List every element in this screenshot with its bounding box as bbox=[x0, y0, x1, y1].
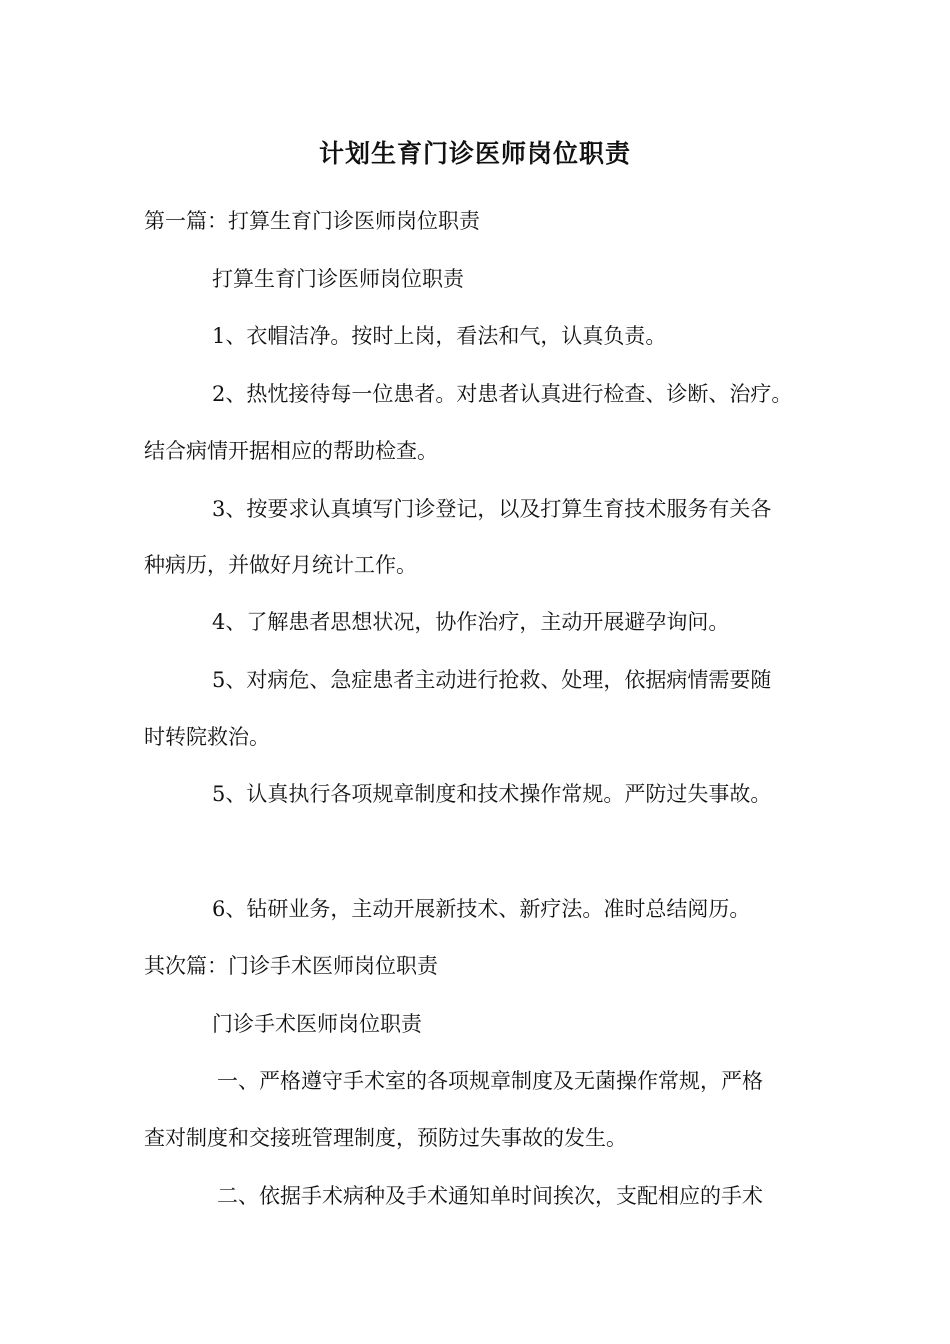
paragraph-line: 时转院救治。 bbox=[144, 725, 270, 749]
paragraph-line: 二、依据手术病种及手术通知单时间挨次，支配相应的手术 bbox=[217, 1184, 763, 1208]
section-heading-1: 第一篇：打算生育门诊医师岗位职责 bbox=[144, 209, 480, 233]
paragraph-line: 4、了解患者思想状况，协作治疗，主动开展避孕询问。 bbox=[212, 610, 730, 634]
paragraph-line: 种病历，并做好月统计工作。 bbox=[144, 553, 417, 577]
paragraph-line: 1、衣帽洁净。按时上岗，看法和气，认真负责。 bbox=[212, 324, 667, 348]
subheading-2: 门诊手术医师岗位职责 bbox=[212, 1012, 422, 1036]
subheading-1: 打算生育门诊医师岗位职责 bbox=[212, 267, 464, 291]
section-heading-2: 其次篇：门诊手术医师岗位职责 bbox=[144, 954, 438, 978]
paragraph-line: 结合病情开据相应的帮助检查。 bbox=[144, 439, 438, 463]
paragraph-line: 一、严格遵守手术室的各项规章制度及无菌操作常规，严格 bbox=[217, 1069, 763, 1093]
paragraph-line: 5、认真执行各项规章制度和技术操作常规。严防过失事故。 bbox=[212, 782, 772, 806]
paragraph-line: 查对制度和交接班管理制度，预防过失事故的发生。 bbox=[144, 1126, 627, 1150]
paragraph-line: 2、热忱接待每一位患者。对患者认真进行检查、诊断、治疗。 bbox=[212, 382, 793, 406]
document-title: 计划生育门诊医师岗位职责 bbox=[318, 139, 631, 168]
paragraph-line: 5、对病危、急症患者主动进行抢救、处理，依据病情需要随 bbox=[212, 668, 772, 692]
paragraph-line: 6、钻研业务，主动开展新技术、新疗法。准时总结阅历。 bbox=[212, 897, 751, 921]
paragraph-line: 3、按要求认真填写门诊登记，以及打算生育技术服务有关各 bbox=[212, 497, 772, 521]
